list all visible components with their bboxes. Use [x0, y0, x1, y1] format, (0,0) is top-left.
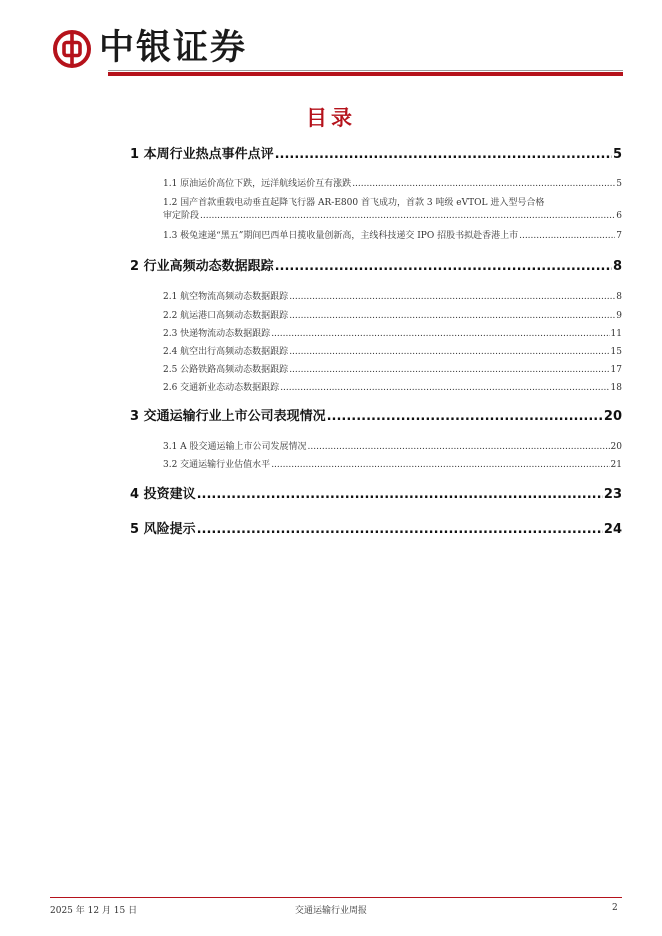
toc-entry-label: 3.1 A 股交通运输上市公司发展情况: [163, 442, 307, 452]
toc-entry-label: 5 风险提示: [130, 522, 196, 537]
toc-entry-2-3[interactable]: [163, 328, 622, 341]
toc-entry-page: 21: [610, 460, 622, 470]
toc-entry-label: 1 本周行业热点事件点评: [130, 147, 274, 162]
toc-entry-2-4[interactable]: [163, 346, 622, 359]
dot-leader: [275, 146, 612, 164]
toc-entry-page: 23: [603, 487, 622, 502]
dot-leader: [271, 459, 609, 472]
toc-entry-label: 2.3 快递物流动态数据跟踪: [163, 329, 271, 339]
toc-entry-label: 2.5 公路铁路高频动态数据跟踪: [163, 365, 289, 375]
page-header: [0, 0, 662, 80]
toc-entry-page: 24: [603, 522, 622, 537]
dot-leader: [352, 178, 615, 191]
dot-leader: [289, 310, 615, 323]
toc-entry-page: 5: [612, 147, 622, 162]
toc-entry-page: 5: [616, 179, 622, 189]
footer-date: 2025 年 12 月 15 日: [50, 906, 138, 916]
toc-entry-page: 15: [610, 347, 622, 357]
toc-entry-2[interactable]: [130, 258, 622, 276]
toc-entry-label-line1: 1.2 国产首款重载电动垂直起降飞行器 AR-E800 首飞成功，首款 3 吨级 eVTOL 进入型号合格: [163, 198, 545, 208]
toc-title: 目录: [306, 106, 356, 130]
dot-leader: [327, 408, 603, 426]
toc-entry-page: 6: [616, 211, 622, 221]
toc-entry-label: 2.6 交通新业态动态数据跟踪: [163, 383, 280, 393]
toc-entry-2-2[interactable]: [163, 310, 622, 323]
toc-entry-label: 1.3 极兔速递“黑五”期间巴西单日揽收量创新高，主线科技递交 IPO 招股书拟赴香港上市: [163, 231, 519, 241]
toc-entry-label: 2.4 航空出行高频动态数据跟踪: [163, 347, 289, 357]
toc-entry-label: 2.2 航运港口高频动态数据跟踪: [163, 311, 289, 321]
toc-entry-page: 11: [610, 329, 622, 339]
dot-leader: [308, 441, 610, 454]
dot-leader: [200, 210, 615, 223]
toc-entry-line2: [163, 210, 622, 223]
dot-leader: [280, 382, 609, 395]
toc-entry-label: 3 交通运输行业上市公司表现情况: [130, 409, 326, 424]
toc-entry-4[interactable]: [130, 486, 622, 504]
dot-leader: [289, 291, 615, 304]
toc-entry-page: 8: [616, 292, 622, 302]
toc-entry-2-6[interactable]: [163, 382, 622, 395]
toc-entry-3-2[interactable]: [163, 459, 622, 472]
bank-of-china-logo-icon: [53, 30, 91, 68]
toc-entry-1-1[interactable]: [163, 178, 622, 191]
toc-entry-label: 2.1 航空物流高频动态数据跟踪: [163, 292, 289, 302]
brand-name: 中银证券: [99, 28, 248, 68]
toc-entry-label: 3.2 交通运输行业估值水平: [163, 460, 271, 470]
toc-entry-5[interactable]: [130, 521, 622, 539]
footer-page-number: 2: [612, 903, 618, 913]
toc-entry-page: 8: [612, 259, 622, 274]
header-divider-thin: [108, 70, 623, 71]
dot-leader: [197, 486, 603, 504]
dot-leader: [519, 230, 615, 243]
footer-divider: [50, 897, 622, 898]
toc-entry-2-1[interactable]: [163, 291, 622, 304]
toc-entry-page: 20: [603, 409, 622, 424]
header-divider-red: [108, 72, 623, 76]
toc-entry-page: 9: [616, 311, 622, 321]
toc-entry-label: 2 行业高频动态数据跟踪: [130, 259, 274, 274]
dot-leader: [275, 258, 612, 276]
toc-entry-page: 18: [610, 383, 622, 393]
toc-entry-page: 17: [610, 365, 622, 375]
dot-leader: [271, 328, 609, 341]
footer-report-name: 交通运输行业周报: [294, 906, 367, 916]
dot-leader: [197, 521, 603, 539]
toc-entry-2-5[interactable]: [163, 364, 622, 377]
toc-entry-label: 1.1 原油运价高位下跌，远洋航线运价互有涨跌: [163, 179, 352, 189]
toc-entry-label: 4 投资建议: [130, 487, 196, 502]
toc-entry-1-2[interactable]: [163, 197, 622, 223]
dot-leader: [289, 364, 609, 377]
dot-leader: [289, 346, 609, 359]
toc-entry-3[interactable]: [130, 408, 622, 426]
toc-entry-page: 20: [610, 442, 622, 452]
toc-entry-1[interactable]: [130, 146, 622, 164]
toc-entry-3-1[interactable]: [163, 441, 622, 454]
toc-entry-page: 7: [616, 231, 622, 241]
toc-entry-1-3[interactable]: [163, 230, 622, 243]
toc-entry-label-line2: 审定阶段: [163, 211, 200, 221]
